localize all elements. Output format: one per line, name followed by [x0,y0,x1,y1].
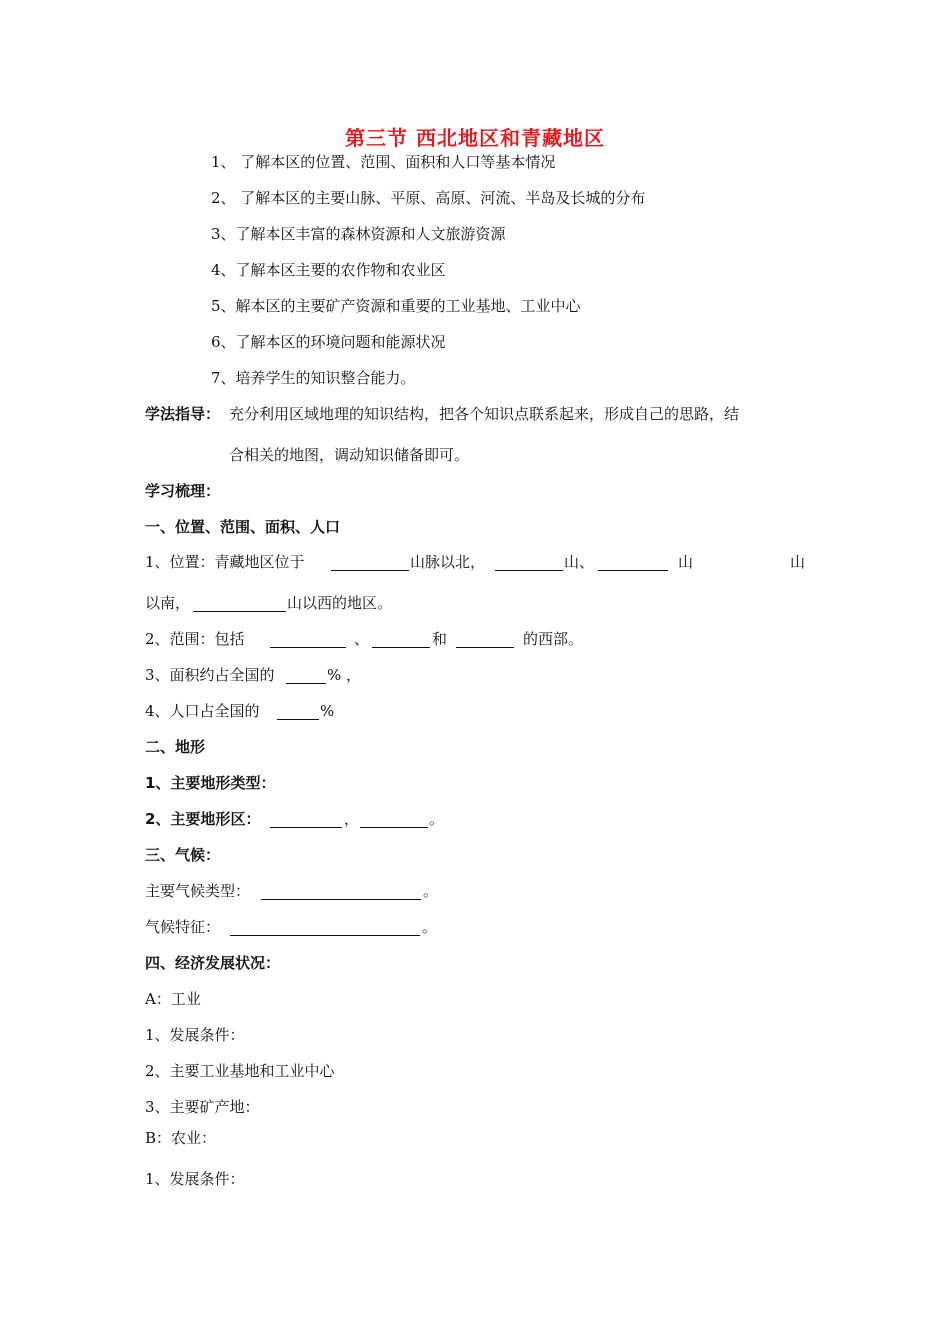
page-title: 第三节 西北地区和青藏地区 [345,126,605,150]
agriculture-item: 1、发展条件： [145,1170,245,1188]
blank-field [270,811,342,828]
climate-text: 。 [422,918,438,936]
blank-field [372,631,430,648]
objective-item: 7、培养学生的知识整合能力。 [211,369,416,387]
objective-item: 1、 了解本区的位置、范围、面积和人口等基本情况 [211,153,556,171]
review-heading: 学习梳理： [145,482,221,500]
location-label: 1、位置：青藏地区位于 [145,553,305,571]
location-text: 山、 [564,553,595,571]
location-text: 山以西的地区。 [287,594,393,612]
blank-field [456,631,514,648]
objective-item: 6、了解本区的环境问题和能源状况 [211,333,446,351]
range-text: 和 [432,630,448,648]
climate-feature-label: 气候特征： [145,918,221,936]
method-text: 充分利用区域地理的知识结构，把各个知识点联系起来，形成自己的思路，结 [229,405,740,423]
section-heading: 二、地形 [145,738,206,756]
section-heading: 三、气候： [145,846,221,864]
industry-item: 1、发展条件： [145,1026,245,1044]
area-text: % ， [327,666,362,684]
method-label: 学法指导： [145,405,221,423]
blank-field [193,595,286,612]
section-heading: 四、经济发展状况： [145,954,281,972]
location-text: 山脉以北， [410,553,486,571]
location-text: 以南， [145,594,191,612]
method-text-cont: 合相关的地图，调动知识储备即可。 [229,446,470,464]
objective-item: 5、解本区的主要矿产资源和重要的工业基地、工业中心 [211,297,581,315]
area-label: 3、面积约占全国的 [145,666,275,684]
blank-field [261,883,421,900]
location-text: 山 [790,553,806,571]
objective-item: 4、了解本区主要的农作物和农业区 [211,261,446,279]
industry-item: 3、主要矿产地： [145,1098,260,1116]
range-text: 、 [354,630,370,648]
objective-item: 2、 了解本区的主要山脉、平原、高原、河流、半岛及长城的分布 [211,189,646,207]
objective-item: 3、了解本区丰富的森林资源和人文旅游资源 [211,225,506,243]
range-label: 2、范围：包括 [145,630,245,648]
blank-field [495,554,563,571]
blank-field [331,554,409,571]
industry-item: 2、主要工业基地和工业中心 [145,1062,335,1080]
population-text: % [320,702,335,720]
range-text: 的西部。 [523,630,584,648]
blank-field [277,703,319,720]
industry-heading: A：工业 [145,990,201,1008]
population-label: 4、人口占全国的 [145,702,260,720]
blank-field [270,631,346,648]
blank-field [230,919,420,936]
location-text: 山 [678,553,694,571]
section-heading: 一、位置、范围、面积、人口 [145,518,341,536]
blank-field [360,811,428,828]
terrain-text: 。 [429,810,445,828]
blank-field [286,667,326,684]
climate-text: 。 [423,882,439,900]
agriculture-heading: B：农业： [145,1129,217,1147]
climate-type-label: 主要气候类型： [145,882,251,900]
terrain-text: ， [344,810,360,828]
blank-field [598,554,668,571]
terrain-types: 1、主要地形类型： [145,774,276,792]
terrain-regions-label: 2、主要地形区： [145,810,261,828]
